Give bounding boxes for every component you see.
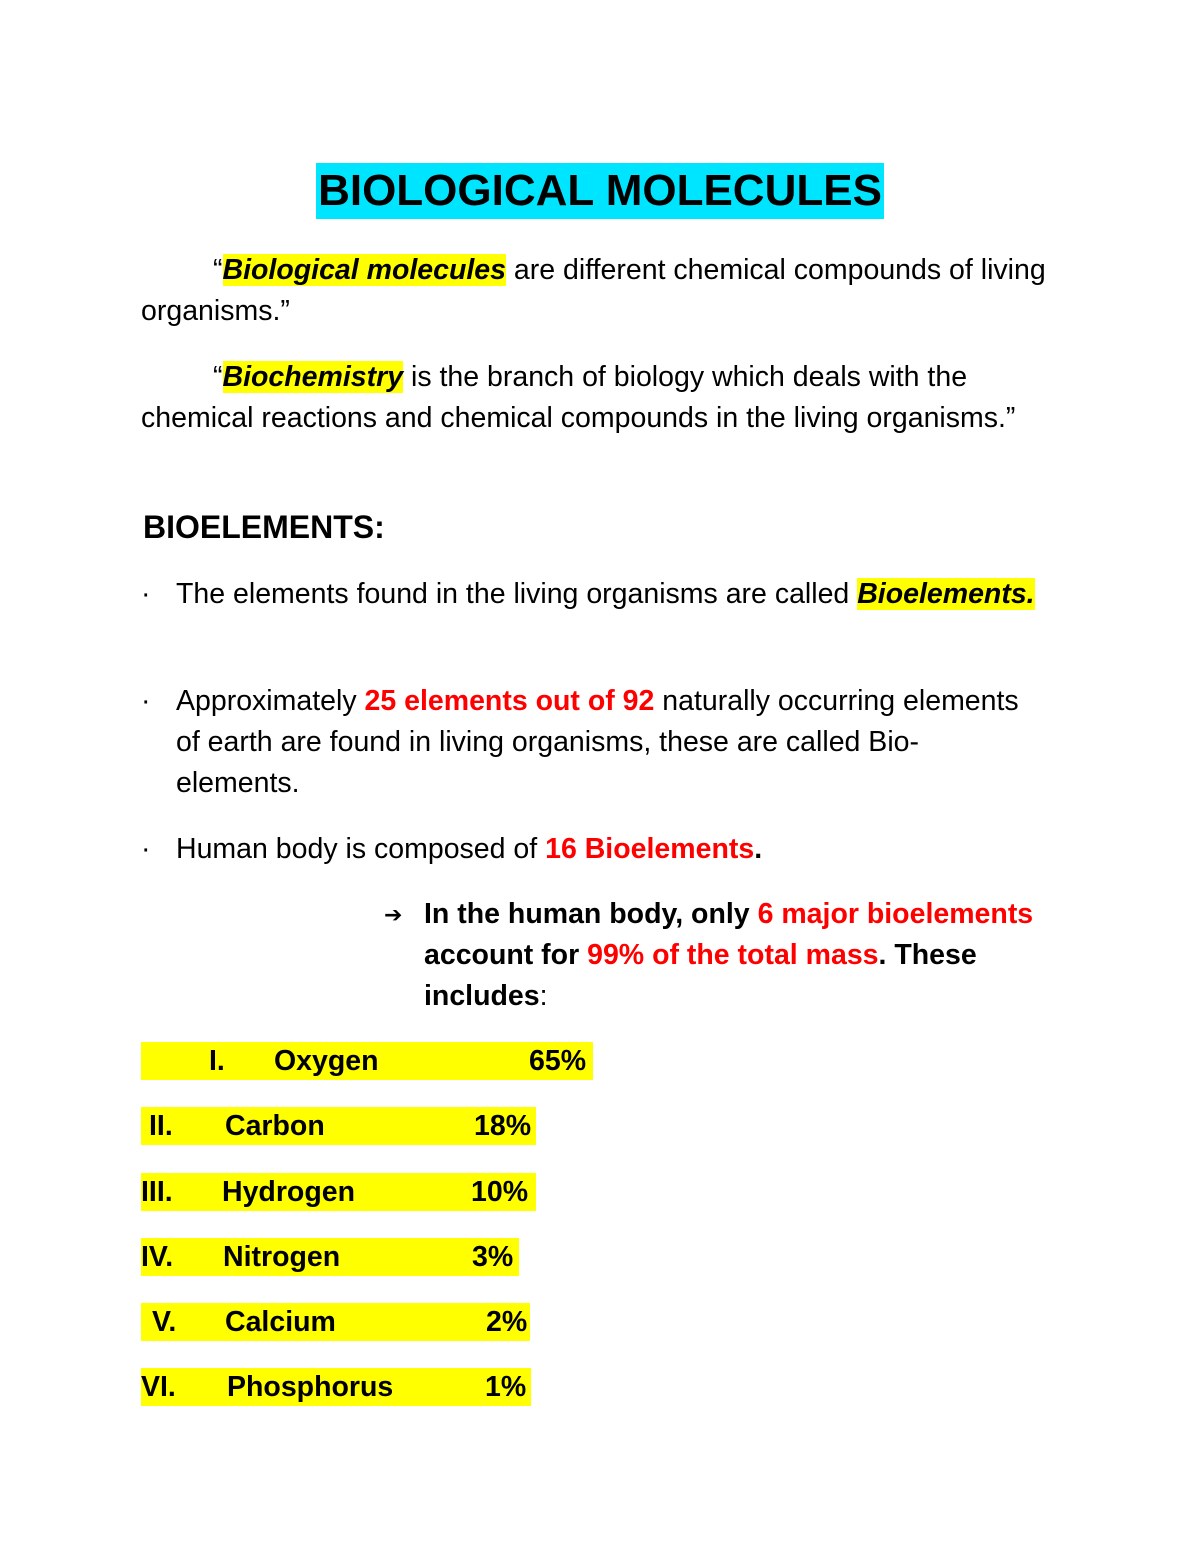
element-row-oxygen	[141, 1042, 593, 1080]
bioelements-heading: BIOELEMENTS:	[143, 509, 385, 545]
open-quote: “	[213, 254, 223, 286]
list-item	[141, 574, 1041, 615]
element-percent: 65%	[529, 1045, 587, 1077]
element-name: Phosphorus	[227, 1371, 394, 1403]
element-numeral: IV.	[141, 1241, 174, 1273]
title-container	[0, 163, 1200, 219]
bullet-text: The elements found in the living organisms are called	[176, 578, 858, 610]
emphasis-text: 6 major bioelements	[757, 898, 1034, 930]
bullet-text: .	[754, 833, 763, 865]
element-percent: 10%	[471, 1176, 529, 1208]
bullet-icon: ·	[141, 685, 151, 717]
note-text: :	[539, 980, 548, 1012]
biochemistry-definition	[141, 357, 1061, 439]
emphasis-text: 16 Bioelements	[545, 833, 755, 865]
element-percent: 18%	[474, 1110, 532, 1142]
note-text: account for	[424, 939, 588, 971]
element-name: Calcium	[225, 1306, 336, 1338]
biochemistry-term: Biochemistry	[222, 361, 404, 393]
bullet-icon: ·	[141, 833, 151, 865]
note-text: In the human body, only	[424, 898, 758, 930]
element-name: Nitrogen	[223, 1241, 341, 1273]
biomolecules-definition-text: are different chemical compounds of living organisms.”	[141, 254, 1046, 327]
arrow-right-icon: ➔	[384, 902, 403, 927]
page-title: BIOLOGICAL MOLECULES	[316, 163, 884, 219]
element-numeral: VI.	[141, 1371, 176, 1403]
bullet-text: Approximately	[176, 685, 365, 717]
element-row-calcium	[141, 1303, 530, 1341]
element-numeral: I.	[209, 1045, 225, 1077]
element-percent: 1%	[485, 1371, 527, 1403]
emphasis-text: 99% of the total mass	[587, 939, 879, 971]
element-row-phosphorus	[141, 1368, 531, 1406]
element-name: Oxygen	[274, 1045, 379, 1077]
element-numeral: II.	[149, 1110, 173, 1142]
element-name: Hydrogen	[222, 1176, 356, 1208]
biochemistry-definition-text: is the branch of biology which deals with the chemical reactions and chemical compounds in the living organisms.”	[141, 361, 1016, 434]
emphasis-text: 25 elements out of 92	[364, 685, 655, 717]
element-row-nitrogen	[141, 1238, 519, 1276]
bioelements-term: Bioelements.	[857, 578, 1035, 610]
bullet-text: Human body is composed of	[176, 833, 546, 865]
list-item	[141, 681, 1041, 804]
element-name: Carbon	[225, 1110, 325, 1142]
open-quote: “	[213, 361, 223, 393]
element-percent: 3%	[472, 1241, 514, 1273]
element-numeral: III.	[141, 1176, 173, 1208]
element-numeral: V.	[152, 1306, 177, 1338]
major-bioelements-note	[384, 894, 1064, 1017]
list-item	[141, 829, 1041, 870]
element-row-carbon	[141, 1107, 536, 1145]
bullet-text: naturally occurring elements of earth are found in living organisms, these are called Bio-elements.	[176, 685, 1019, 799]
note-text: . These includes	[424, 939, 977, 1012]
bullet-icon: ·	[141, 578, 151, 610]
element-percent: 2%	[486, 1306, 528, 1338]
biomolecules-term: Biological molecules	[222, 254, 506, 286]
element-row-hydrogen	[141, 1173, 536, 1211]
biomolecules-definition	[141, 250, 1061, 332]
